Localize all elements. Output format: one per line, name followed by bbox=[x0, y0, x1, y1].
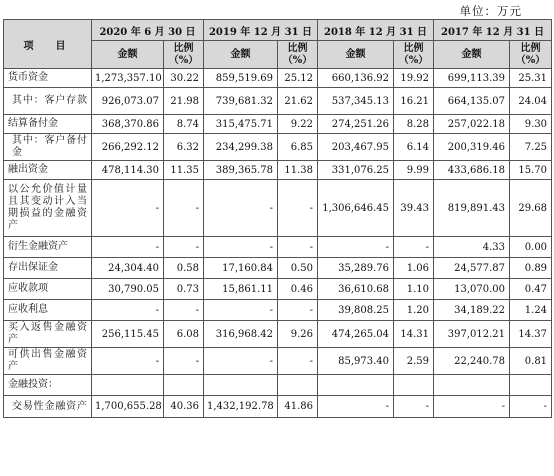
amount-cell: 24,304.40 bbox=[92, 258, 164, 279]
ratio-cell: 21.62 bbox=[278, 88, 318, 115]
ratio-cell: 1.20 bbox=[394, 300, 434, 321]
balance-sheet-table bbox=[3, 19, 552, 418]
amount-cell: - bbox=[318, 237, 394, 258]
amount-cell: 85,973.40 bbox=[318, 348, 394, 375]
amount-cell: 819,891.43 bbox=[434, 180, 510, 237]
amount-header: 金额 bbox=[92, 41, 164, 69]
ratio-cell: 9.26 bbox=[278, 321, 318, 348]
ratio-header: 比例 （%） bbox=[510, 41, 552, 69]
amount-cell: 316,968.42 bbox=[204, 321, 278, 348]
amount-cell: 256,115.45 bbox=[92, 321, 164, 348]
table-row bbox=[4, 300, 552, 321]
amount-cell: 257,022.18 bbox=[434, 115, 510, 134]
amount-cell: 36,610.68 bbox=[318, 279, 394, 300]
amount-cell: - bbox=[318, 396, 394, 418]
period-header: 2017 年 12 月 31 日 bbox=[434, 20, 552, 41]
table-row bbox=[4, 180, 552, 237]
ratio-cell: 6.08 bbox=[164, 321, 204, 348]
ratio-cell: 29.68 bbox=[510, 180, 552, 237]
table-row bbox=[4, 134, 552, 161]
ratio-cell: 25.31 bbox=[510, 69, 552, 88]
ratio-cell: - bbox=[394, 237, 434, 258]
ratio-cell: 0.81 bbox=[510, 348, 552, 375]
amount-cell: - bbox=[92, 180, 164, 237]
amount-cell: 1,432,192.78 bbox=[204, 396, 278, 418]
table-row bbox=[4, 88, 552, 115]
ratio-cell: - bbox=[278, 180, 318, 237]
amount-cell: - bbox=[204, 348, 278, 375]
row-label: 衍生金融资产 bbox=[4, 237, 92, 258]
ratio-cell: 6.85 bbox=[278, 134, 318, 161]
ratio-header: 比例 （%） bbox=[164, 41, 204, 69]
ratio-cell: 19.92 bbox=[394, 69, 434, 88]
amount-cell: 368,370.86 bbox=[92, 115, 164, 134]
period-header: 2019 年 12 月 31 日 bbox=[204, 20, 318, 41]
amount-cell: 1,306,646.45 bbox=[318, 180, 394, 237]
ratio-cell: 0.46 bbox=[278, 279, 318, 300]
row-label: 交易性金融资产 bbox=[4, 396, 92, 418]
amount-cell: 1,700,655.28 bbox=[92, 396, 164, 418]
row-label: 可供出售金融资产 bbox=[4, 348, 92, 375]
ratio-cell: 9.30 bbox=[510, 115, 552, 134]
amount-header: 金额 bbox=[318, 41, 394, 69]
ratio-cell: 40.36 bbox=[164, 396, 204, 418]
ratio-cell: 1.10 bbox=[394, 279, 434, 300]
ratio-cell: - bbox=[164, 300, 204, 321]
row-label: 以公允价值计量且其变动计入当期损益的金融资产 bbox=[4, 180, 92, 237]
amount-cell bbox=[434, 375, 510, 396]
ratio-cell: 0.00 bbox=[510, 237, 552, 258]
amount-cell: - bbox=[434, 396, 510, 418]
amount-cell: - bbox=[204, 237, 278, 258]
row-label: 应收款项 bbox=[4, 279, 92, 300]
ratio-cell: 21.98 bbox=[164, 88, 204, 115]
ratio-cell: 1.06 bbox=[394, 258, 434, 279]
amount-cell: 274,251.26 bbox=[318, 115, 394, 134]
ratio-cell: - bbox=[278, 300, 318, 321]
ratio-cell: 6.14 bbox=[394, 134, 434, 161]
ratio-cell: 1.24 bbox=[510, 300, 552, 321]
table-row bbox=[4, 237, 552, 258]
row-label: 结算备付金 bbox=[4, 115, 92, 134]
amount-cell: 30,790.05 bbox=[92, 279, 164, 300]
amount-cell: 389,365.78 bbox=[204, 161, 278, 180]
ratio-cell: - bbox=[510, 396, 552, 418]
ratio-cell: - bbox=[278, 348, 318, 375]
table-row bbox=[4, 321, 552, 348]
ratio-cell: - bbox=[164, 180, 204, 237]
amount-cell: 739,681.32 bbox=[204, 88, 278, 115]
ratio-cell: - bbox=[164, 237, 204, 258]
ratio-cell: 8.74 bbox=[164, 115, 204, 134]
ratio-cell: 0.50 bbox=[278, 258, 318, 279]
amount-cell: 13,070.00 bbox=[434, 279, 510, 300]
amount-cell: 660,136.92 bbox=[318, 69, 394, 88]
ratio-cell bbox=[278, 375, 318, 396]
ratio-cell: 41.86 bbox=[278, 396, 318, 418]
amount-cell: 926,073.07 bbox=[92, 88, 164, 115]
row-label: 其中：客户存款 bbox=[4, 88, 92, 115]
amount-cell: - bbox=[204, 180, 278, 237]
amount-cell: 34,189.22 bbox=[434, 300, 510, 321]
ratio-cell: 0.73 bbox=[164, 279, 204, 300]
amount-cell: 200,319.46 bbox=[434, 134, 510, 161]
unit-label: 单位：万元 bbox=[459, 4, 522, 18]
ratio-cell bbox=[394, 375, 434, 396]
ratio-cell: 0.47 bbox=[510, 279, 552, 300]
amount-cell bbox=[318, 375, 394, 396]
ratio-cell: - bbox=[394, 396, 434, 418]
table-row bbox=[4, 69, 552, 88]
table-row bbox=[4, 115, 552, 134]
amount-cell: 331,076.25 bbox=[318, 161, 394, 180]
amount-cell bbox=[204, 375, 278, 396]
amount-cell: 35,289.76 bbox=[318, 258, 394, 279]
ratio-header: 比例 （%） bbox=[278, 41, 318, 69]
amount-cell: 315,475.71 bbox=[204, 115, 278, 134]
amount-cell: 17,160.84 bbox=[204, 258, 278, 279]
amount-cell: 1,273,357.10 bbox=[92, 69, 164, 88]
period-header: 2018 年 12 月 31 日 bbox=[318, 20, 434, 41]
amount-cell: - bbox=[92, 300, 164, 321]
row-label: 存出保证金 bbox=[4, 258, 92, 279]
table-row bbox=[4, 375, 552, 396]
amount-cell: 4.33 bbox=[434, 237, 510, 258]
amount-header: 金额 bbox=[204, 41, 278, 69]
ratio-cell: 16.21 bbox=[394, 88, 434, 115]
ratio-cell: 9.22 bbox=[278, 115, 318, 134]
ratio-cell: 11.38 bbox=[278, 161, 318, 180]
ratio-cell: 24.04 bbox=[510, 88, 552, 115]
ratio-cell: 9.99 bbox=[394, 161, 434, 180]
ratio-cell: - bbox=[164, 348, 204, 375]
table-row bbox=[4, 279, 552, 300]
row-label: 买入返售金融资产 bbox=[4, 321, 92, 348]
amount-cell: 474,265.04 bbox=[318, 321, 394, 348]
ratio-cell: 39.43 bbox=[394, 180, 434, 237]
table-row bbox=[4, 258, 552, 279]
period-header: 2020 年 6 月 30 日 bbox=[92, 20, 204, 41]
ratio-cell: 6.32 bbox=[164, 134, 204, 161]
table-row bbox=[4, 348, 552, 375]
amount-cell: 24,577.87 bbox=[434, 258, 510, 279]
ratio-cell: 8.28 bbox=[394, 115, 434, 134]
amount-cell: 39,808.25 bbox=[318, 300, 394, 321]
ratio-cell: 7.25 bbox=[510, 134, 552, 161]
amount-header: 金额 bbox=[434, 41, 510, 69]
ratio-cell: 14.31 bbox=[394, 321, 434, 348]
ratio-cell: 0.89 bbox=[510, 258, 552, 279]
row-label: 其中：客户备付金 bbox=[4, 134, 92, 161]
amount-cell: 664,135.07 bbox=[434, 88, 510, 115]
row-label: 货币资金 bbox=[4, 69, 92, 88]
ratio-cell bbox=[164, 375, 204, 396]
amount-cell: 203,467.95 bbox=[318, 134, 394, 161]
ratio-cell: - bbox=[278, 237, 318, 258]
amount-cell: 15,861.11 bbox=[204, 279, 278, 300]
item-column-header: 项 目 bbox=[4, 20, 92, 69]
row-label: 应收利息 bbox=[4, 300, 92, 321]
amount-cell: - bbox=[92, 237, 164, 258]
amount-cell: 859,519.69 bbox=[204, 69, 278, 88]
table-row bbox=[4, 161, 552, 180]
amount-cell: 433,686.18 bbox=[434, 161, 510, 180]
ratio-cell: 0.58 bbox=[164, 258, 204, 279]
ratio-cell: 15.70 bbox=[510, 161, 552, 180]
amount-cell: 234,299.38 bbox=[204, 134, 278, 161]
amount-cell: - bbox=[204, 300, 278, 321]
ratio-cell: 2.59 bbox=[394, 348, 434, 375]
ratio-cell: 25.12 bbox=[278, 69, 318, 88]
table-row bbox=[4, 396, 552, 418]
ratio-cell: 14.37 bbox=[510, 321, 552, 348]
amount-cell: 266,292.12 bbox=[92, 134, 164, 161]
amount-cell: - bbox=[92, 348, 164, 375]
amount-cell: 22,240.78 bbox=[434, 348, 510, 375]
amount-cell: 478,114.30 bbox=[92, 161, 164, 180]
ratio-header: 比例 （%） bbox=[394, 41, 434, 69]
ratio-cell: 30.22 bbox=[164, 69, 204, 88]
amount-cell: 699,113.39 bbox=[434, 69, 510, 88]
amount-cell: 537,345.13 bbox=[318, 88, 394, 115]
row-label: 金融投资： bbox=[4, 375, 92, 396]
row-label: 融出资金 bbox=[4, 161, 92, 180]
amount-cell: 397,012.21 bbox=[434, 321, 510, 348]
ratio-cell: 11.35 bbox=[164, 161, 204, 180]
amount-cell bbox=[92, 375, 164, 396]
ratio-cell bbox=[510, 375, 552, 396]
